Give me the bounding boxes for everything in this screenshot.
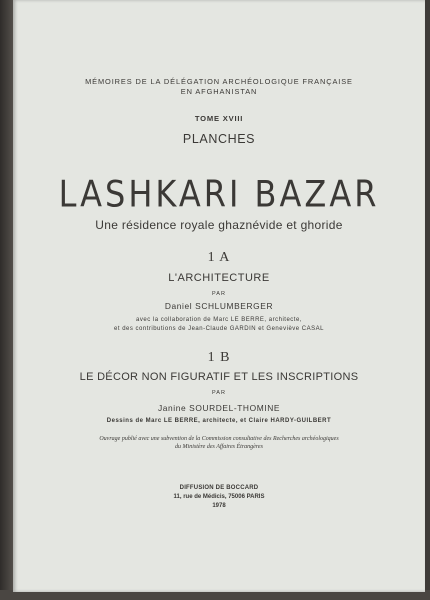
part2-number: 1 B bbox=[207, 350, 231, 365]
part2-drawings-credit: Dessins de Marc LE BERRE, architecte, et Claire HARDY-GUILBERT bbox=[106, 418, 332, 424]
part2-heading: LE DÉCOR NON FIGURATIF ET LES INSCRIPTIONS bbox=[79, 371, 359, 383]
book-title: LASHKARI BAZAR bbox=[58, 172, 380, 216]
grant-note-line2: du Ministère des Affaires Étrangères bbox=[175, 444, 263, 450]
publication-year: 1978 bbox=[212, 503, 226, 509]
part1-collaboration-line1: avec la collaboration de Marc LE BERRE, architecte, bbox=[136, 317, 302, 323]
part1-number: 1 A bbox=[207, 250, 231, 265]
part1-par: PAR bbox=[212, 291, 226, 297]
book-cover bbox=[13, 0, 425, 592]
part1-heading: L'ARCHITECTURE bbox=[168, 272, 270, 284]
part1-author: Daniel SCHLUMBERGER bbox=[164, 301, 274, 311]
publisher-address: 11, rue de Médicis, 75006 PARIS bbox=[173, 494, 265, 500]
part2-par: PAR bbox=[212, 390, 226, 396]
tome-number: TOME XVIII bbox=[194, 114, 244, 123]
book-subtitle: Une résidence royale ghaznévide et ghoride bbox=[95, 218, 343, 232]
background-shadow bbox=[0, 0, 14, 600]
series-title-line1: MÉMOIRES DE LA DÉLÉGATION ARCHÉOLOGIQUE FRANÇAISE bbox=[85, 77, 353, 86]
part1-collaboration-line2: et des contributions de Jean-Claude GARDIN et Geneviève CASAL bbox=[114, 326, 324, 332]
publisher-name: DIFFUSION DE BOCCARD bbox=[179, 485, 259, 491]
part2-author: Janine SOURDEL-THOMINE bbox=[157, 403, 281, 413]
planches-label: PLANCHES bbox=[182, 132, 256, 146]
grant-note-line1: Ouvrage publié avec une subvention de la Commission consultative des Recherches archéologiques bbox=[99, 436, 339, 442]
series-title-line2: EN AFGHANISTAN bbox=[180, 87, 258, 96]
